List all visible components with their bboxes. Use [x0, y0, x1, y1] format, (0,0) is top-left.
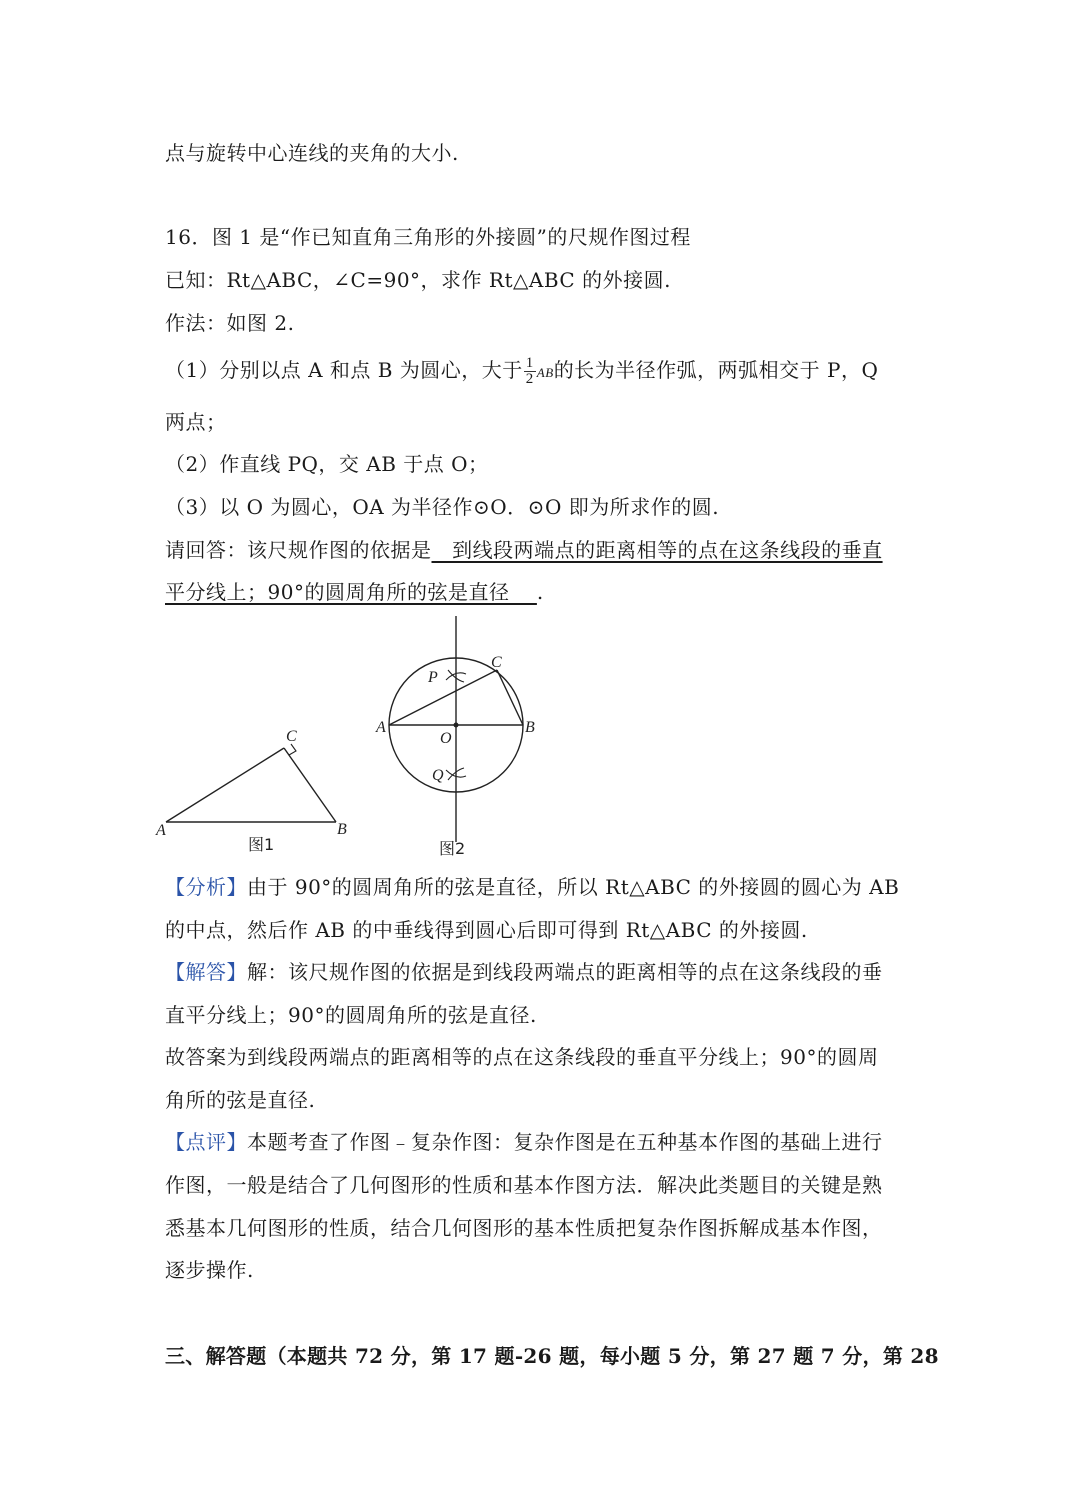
answer-line-4: 角所的弦是直径. — [165, 1088, 316, 1112]
analysis-text-1: 由于 90°的圆周角所的弦是直径，所以 Rt△ABC 的外接圆的圆心为 AB — [247, 875, 900, 899]
answer-line-3: 故答案为到线段两端点的距离相等的点在这条线段的垂直平分线上；90°的圆周 — [165, 1045, 879, 1069]
step-2-line: （2）作直线 PQ，交 AB 于点 O； — [165, 452, 489, 476]
figure-2 — [389, 616, 523, 842]
comment-line-4: 逐步操作. — [165, 1258, 254, 1282]
fig2-label-b: B — [525, 719, 535, 736]
fig2-label-c: C — [491, 654, 502, 671]
question-16-title: 16．图 1 是“作已知直角三角形的外接圆”的尺规作图过程 — [165, 225, 691, 249]
step-3-line: （3）以 O 为圆心，OA 为半径作⊙O．⊙O 即为所求作的圆. — [165, 495, 720, 519]
fig1-label-c: C — [286, 728, 297, 745]
step-1-line — [165, 356, 878, 387]
fig1-side-ac — [166, 748, 284, 822]
analysis-line-1 — [165, 873, 899, 901]
ask-prefix: 请回答：该尺规作图的依据是 — [165, 538, 432, 562]
answer-text-1: 解：该尺规作图的依据是到线段两端点的距离相等的点在这条线段的垂 — [247, 960, 883, 984]
ask-line-1 — [165, 536, 883, 564]
fig2-chord-cb — [497, 670, 523, 725]
ask-line-2 — [165, 578, 544, 606]
fig2-chord-ac — [389, 670, 497, 725]
ask-answer-1: 到线段两端点的距离相等的点在这条线段的垂直 — [431, 538, 883, 562]
step-1-cont: 两点； — [165, 410, 227, 434]
fraction-half — [524, 356, 536, 387]
step-1-post: 的长为半径作弧，两弧相交于 P，Q — [553, 358, 879, 382]
fig2-center-dot — [454, 723, 459, 728]
fig1-label-b: B — [337, 821, 347, 838]
answer-line-2: 直平分线上；90°的圆周角所的弦是直径. — [165, 1003, 537, 1027]
step-1-pre: （1）分别以点 A 和点 B 为圆心，大于 — [165, 358, 523, 382]
figure-1 — [166, 744, 336, 822]
answer-line-1 — [165, 958, 883, 986]
fig1-side-cb — [284, 748, 336, 822]
analysis-line-2: 的中点，然后作 AB 的中垂线得到圆心后即可得到 Rt△ABC 的外接圆. — [165, 918, 808, 942]
fig2-label-a: A — [376, 719, 386, 736]
answer-tag: 【解答】 — [165, 960, 247, 984]
comment-text-1: 本题考查了作图﹣复杂作图：复杂作图是在五种基本作图的基础上进行 — [247, 1130, 883, 1154]
comment-line-1 — [165, 1128, 883, 1156]
section-3-heading: 三、解答题（本题共 72 分，第 17 题-26 题，每小题 5 分，第 27 题 7 分，第 28 — [165, 1344, 939, 1368]
fig1-caption: 图1 — [248, 835, 275, 854]
fig2-label-q: Q — [432, 767, 444, 784]
ask-end: . — [536, 580, 544, 604]
ask-answer-2: 平分线上；90°的圆周角所的弦是直径 — [165, 580, 537, 604]
given-line: 已知：Rt△ABC，∠C=90°，求作 Rt△ABC 的外接圆. — [165, 268, 671, 292]
comment-tag: 【点评】 — [165, 1130, 247, 1154]
fig1-label-a: A — [156, 822, 166, 839]
fig2-label-o: O — [440, 730, 452, 747]
figures — [150, 610, 570, 870]
analysis-tag: 【分析】 — [165, 875, 247, 899]
comment-line-2: 作图，一般是结合了几何图形的性质和基本作图方法．解决此类题目的关键是熟 — [165, 1173, 883, 1197]
fig2-label-p: P — [428, 669, 438, 686]
text-line-rotation: 点与旋转中心连线的夹角的大小. — [165, 141, 459, 165]
fraction-numerator: 1 — [525, 355, 534, 371]
fig1-right-angle-mark — [289, 744, 296, 755]
comment-line-3: 悉基本几何图形的性质，结合几何图形的基本性质把复杂作图拆解成基本作图， — [165, 1216, 883, 1240]
fig2-caption: 图2 — [439, 839, 466, 858]
fraction-denominator: 2 — [525, 371, 534, 387]
method-line: 作法：如图 2. — [165, 311, 295, 335]
step-1-ab: AB — [536, 365, 554, 380]
